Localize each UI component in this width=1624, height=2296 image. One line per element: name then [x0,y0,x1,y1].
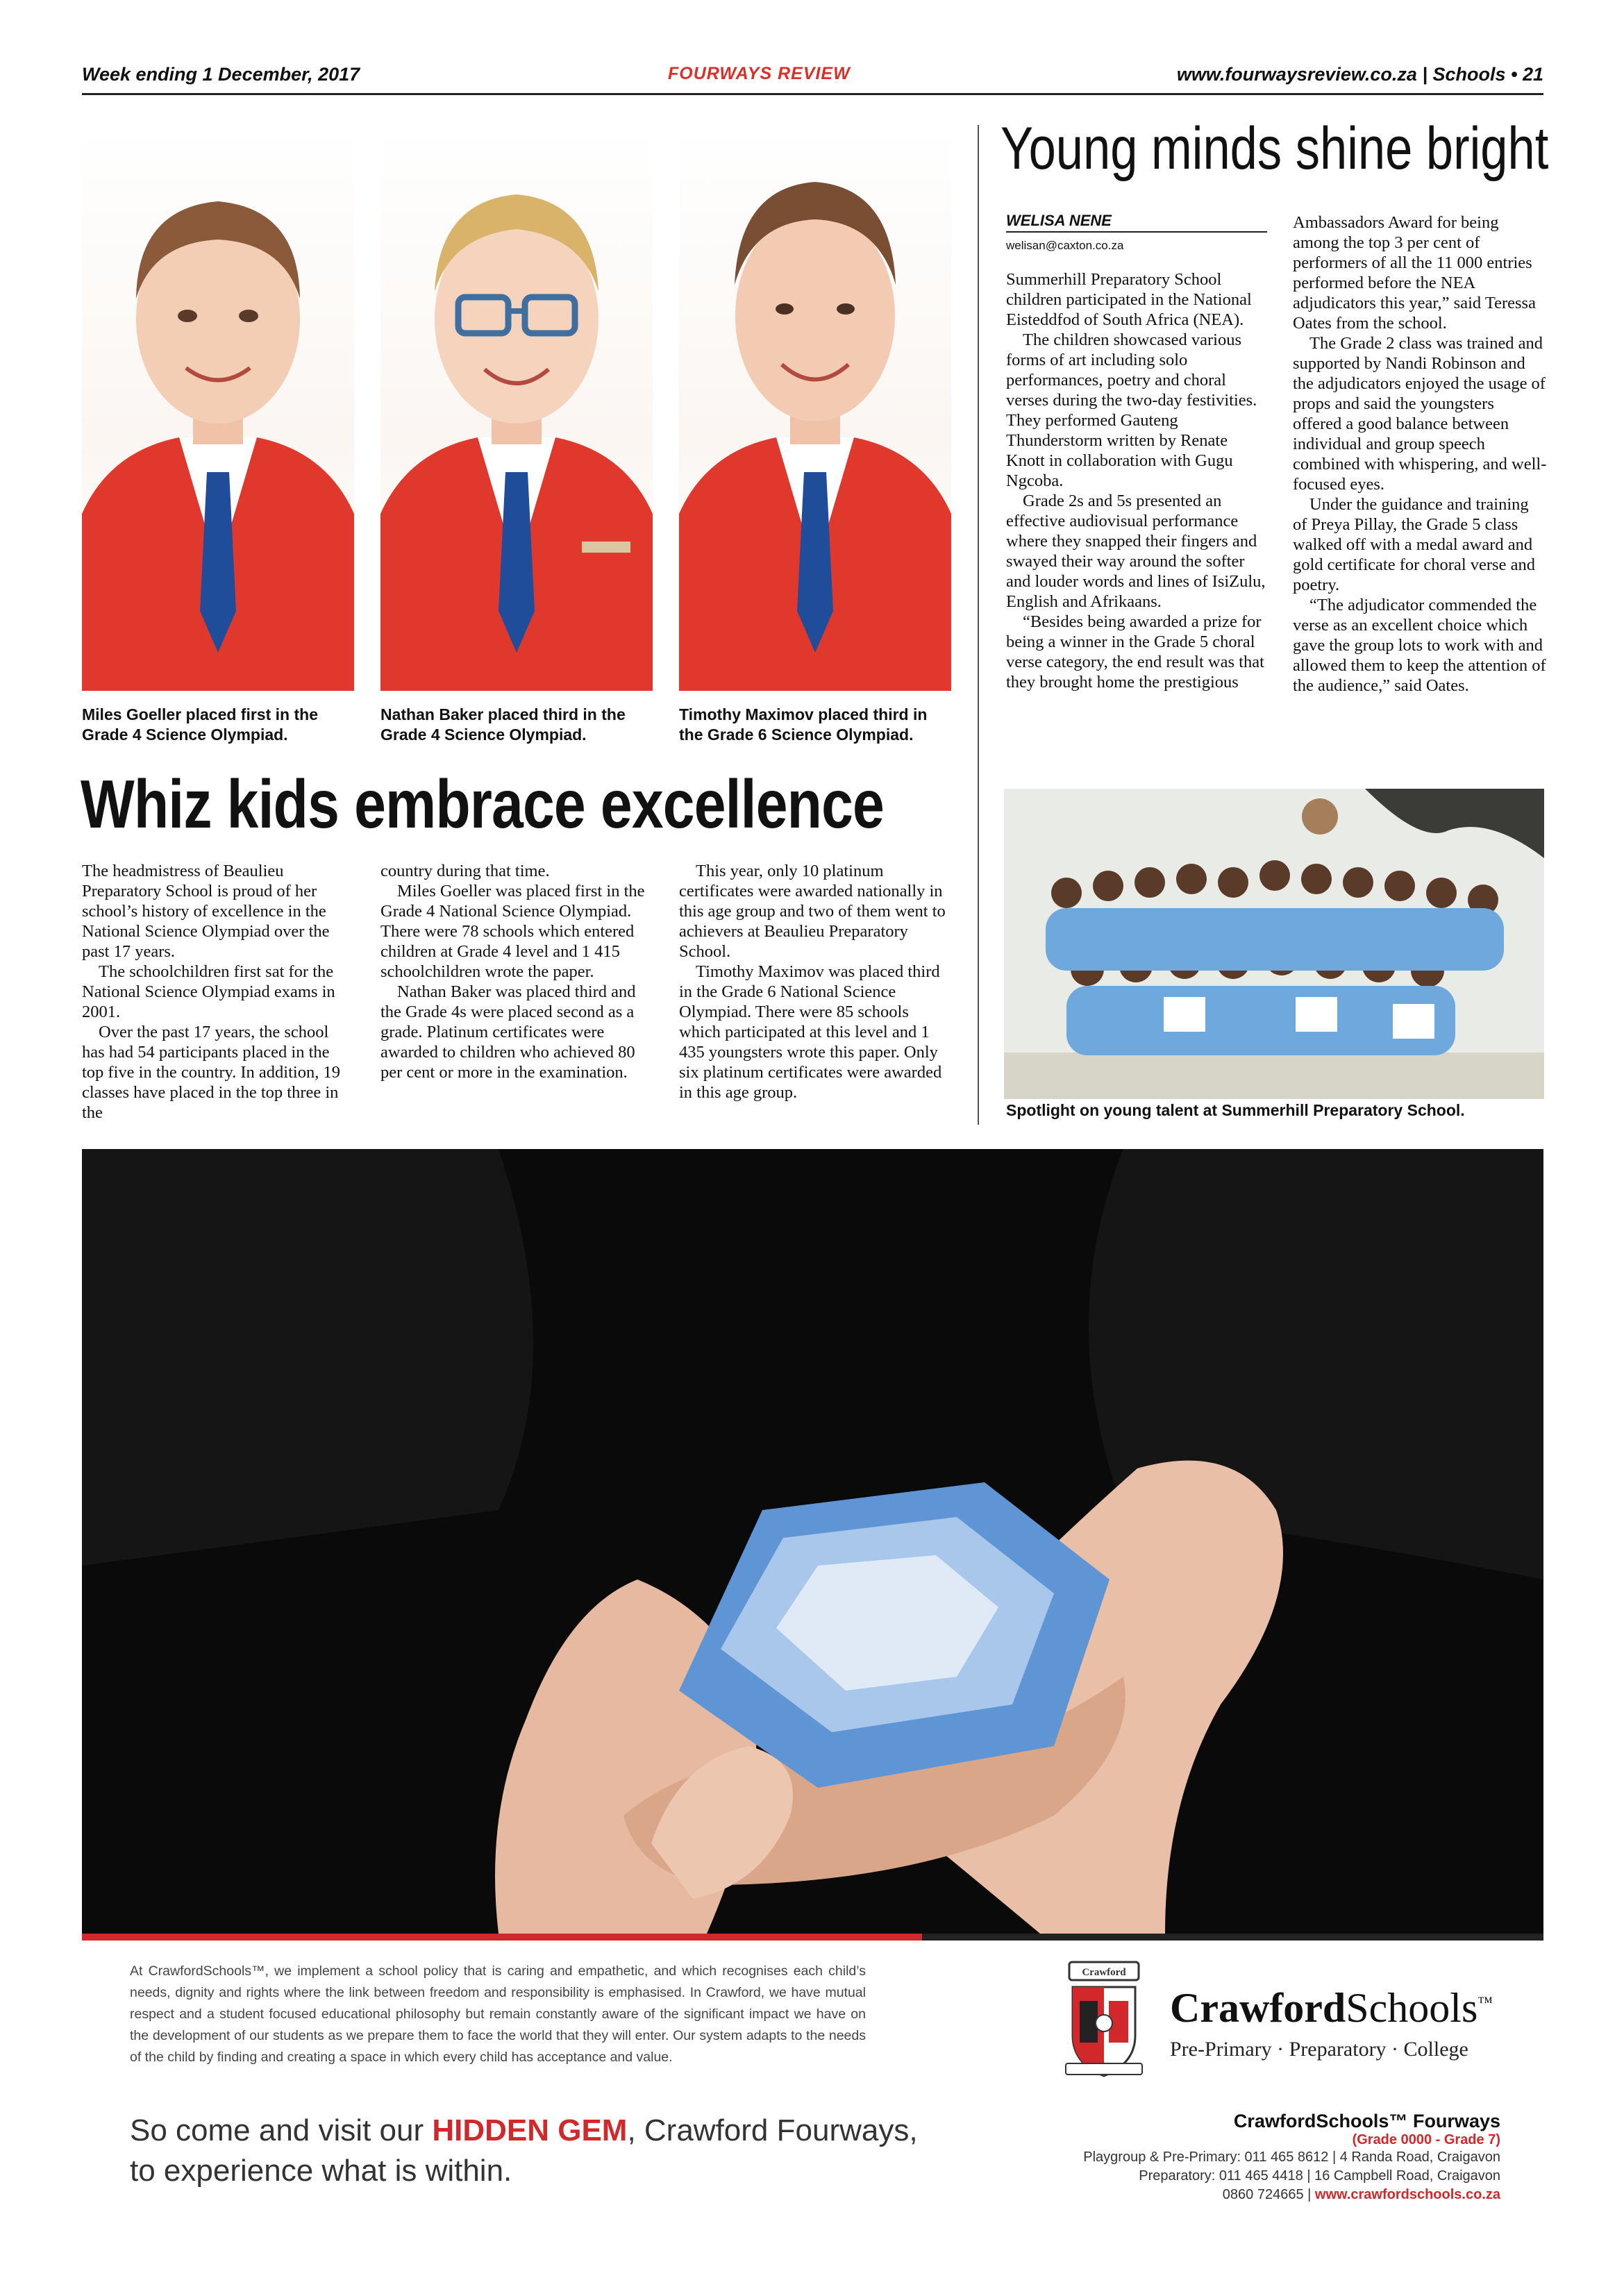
paragraph: The Grade 2 class was trained and supported by Nandi Robinson and the adjudicators enjoyed the usage of props and said the youngsters offered a good balance between individual and group speech combined with whispering, and well-focused eyes. [1293,334,1547,494]
contact-phone-url [1083,2186,1500,2204]
crest-text: Crawford [1082,1967,1126,1978]
header-rule [82,93,1543,95]
group-photo-summerhill [1004,789,1544,1099]
young-column-2 [1293,212,1547,696]
crawford-crest-icon [1059,1959,1149,2083]
masthead: FOURWAYS REVIEW [668,64,851,83]
paragraph: “The adjudicator commended the verse as an excellent choice which gave the group lots to work with and allowed them to keep the attention of the audience,” said Oates. [1293,596,1546,695]
tagline-hidden-gem: HIDDEN GEM [432,2113,628,2147]
ad-body-text: At CrawfordSchools™, we implement a school policy that is caring and empathetic, and which recognises each child’s needs, dignity and rights where the link between freedom and responsibility is emphasised. In Crawford, we have mutual respect and a student focused educational philosophy but remain constantly aware of the significant impact we have on the development of our students as we prepare them to face the world that they will enter. Our system adapts to the needs of the child by finding and creating a space in which every child has acceptance and value. [130,1963,866,2065]
ad-accent-bar-red [82,1934,922,1941]
brand-name-rest: Schools [1346,1985,1478,2031]
tagline-part: So come and visit our [130,2113,433,2147]
paragraph: Summerhill Preparatory School children participated in the National Eisteddfod of South Africa (NEA). [1006,270,1252,329]
contact-grades: (Grade 0000 - Grade 7) [1352,2132,1500,2147]
headline-young-minds: Young minds shine bright [1001,115,1549,182]
contact-preparatory: Preparatory: 011 465 4418 | 16 Campbell Road, Craigavon [1139,2168,1500,2184]
tagline-line2: to experience what is within. [130,2154,512,2188]
whiz-column-1 [82,861,354,1123]
brand-trademark: ™ [1477,1993,1493,2011]
paragraph: Under the guidance and training of Preya Pillay, the Grade 5 class walked off with a medal award and gold certificate for choral verse and poetry. [1293,495,1535,594]
column-divider [978,125,979,1125]
paragraph: country during that time. [380,862,550,880]
byline-rule [1006,231,1267,233]
portrait-nathan-baker [380,125,653,691]
brand-subtitle: Pre-Primary · Preparatory · College [1170,2038,1468,2061]
portrait-miles-goeller [82,125,354,691]
paragraph: This year, only 10 platinum certificates were awarded nationally in this age group and two of them went to achievers at Beaulieu Preparatory School. [679,862,946,961]
paragraph: Timothy Maximov was placed third in the Grade 6 National Science Olympiad. There were 85 schools which participated at this level and 1 435 youngsters wrote this paper. Only six platinum certificates were awarded in this age group. [679,962,942,1102]
paragraph: “Besides being awarded a prize for being a winner in the Grade 5 choral verse category, the end result was that they brought home the prestigious [1006,612,1264,692]
brand-name-bold: Crawford [1170,1985,1346,2031]
caption-miles-goeller: Miles Goeller placed first in the Grade 4 Science Olympiad. [82,705,318,744]
paragraph: The children showcased various forms of art including solo performances, poetry and choral verses during the two-day festivities. They performed Gauteng Thunderstorm written by Renate Knott in collaboration with Gugu Ngcoba. [1006,330,1257,490]
paragraph: Nathan Baker was placed third and the Grade 4s were placed second as a grade. Platinum certificates were awarded to children who achieved 80 per cent or more in the examination. [380,982,636,1082]
group-photo-caption: Spotlight on young talent at Summerhill Preparatory School. [1006,1101,1465,1119]
whiz-column-2 [380,861,653,1082]
paragraph: The headmistress of Beaulieu Preparatory School is proud of her school’s history of excellence in the National Science Olympiad over the past 17 years. [82,862,330,961]
brand-name [1170,1984,1493,2032]
ad-hands-gem-photo [82,1149,1543,1934]
young-column-1 [1006,269,1267,692]
caption-nathan-baker: Nathan Baker placed third in the Grade 4 Science Olympiad. [380,705,626,744]
byline: WELISA NENE [1006,212,1112,229]
paragraph: Ambassadors Award for being among the top 3 per cent of performers of all the 11 000 entries performed before the NEA adjudicators this year,” said Teressa Oates from the school. [1293,213,1536,333]
issue-date: Week ending 1 December, 2017 [82,64,360,85]
author-email: welisan@caxton.co.za [1006,239,1124,252]
paragraph: The schoolchildren first sat for the National Science Olympiad exams in 2001. [82,962,335,1021]
paragraph: Over the past 17 years, the school has had 54 participants placed in the top five in the country. In addition, 19 classes have placed in the top three in the [82,1023,340,1122]
section-and-page: www.fourwaysreview.co.za | Schools • 21 [1176,64,1543,85]
ad-accent-bar-black [922,1934,1543,1941]
contact-website-link[interactable]: www.crawfordschools.co.za [1314,2187,1500,2202]
contact-preprimary: Playgroup & Pre-Primary: 011 465 8612 | 4 Randa Road, Craigavon [1083,2150,1500,2165]
contact-phone: 0860 724665 | [1222,2187,1315,2202]
caption-timothy-maximov: Timothy Maximov placed third in the Grade 6 Science Olympiad. [679,705,928,744]
tagline-part: , Crawford Fourways, [627,2113,918,2147]
ad-tagline [130,2111,918,2191]
paragraph: Grade 2s and 5s presented an effective audiovisual performance where they snapped their fingers and swayed their way around the softer and louder words and lines of IsiZulu, English and Afrikaans. [1006,492,1266,611]
contact-block [1083,2111,1500,2204]
headline-whiz-kids: Whiz kids embrace excellence [81,766,884,842]
contact-title: CrawfordSchools™ Fourways [1233,2111,1500,2131]
paragraph: Miles Goeller was placed first in the Grade 4 National Science Olympiad. There were 78 schools which entered children at Grade 4 level and 1 415 schoolchildren wrote the paper. [380,882,645,981]
portrait-timothy-maximov [679,125,951,691]
whiz-column-3 [679,861,951,1103]
